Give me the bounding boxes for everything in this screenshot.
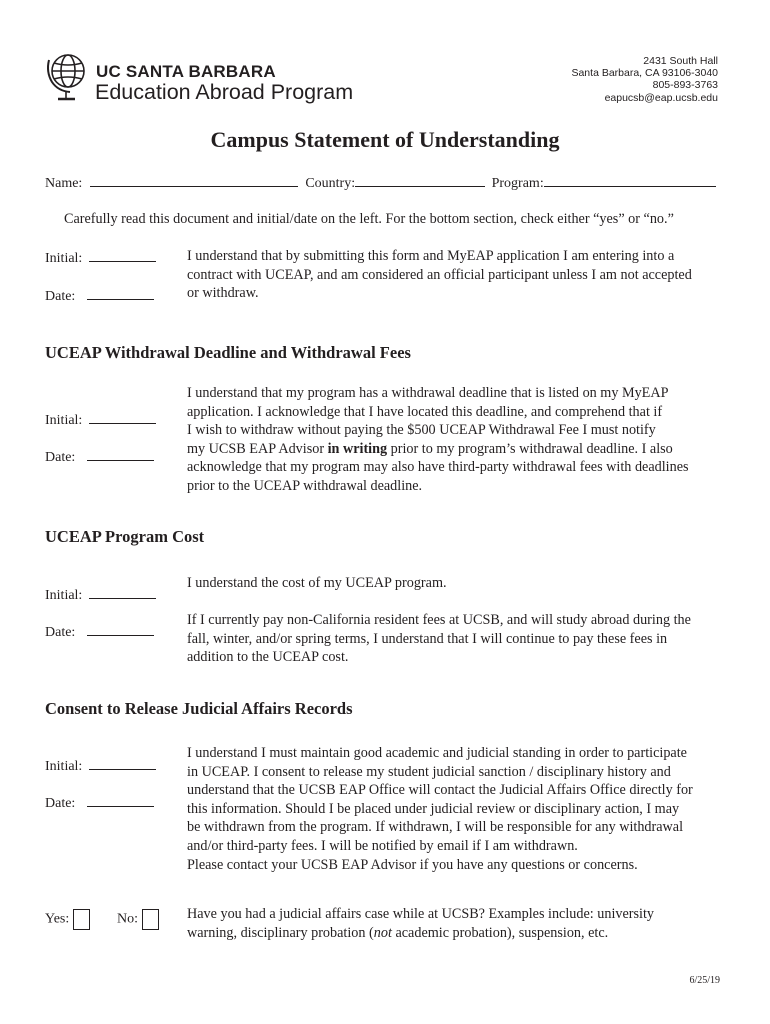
cost-line: addition to the UCEAP cost. [187,649,349,666]
judicial-question [187,905,732,942]
intro-line: contract with UCEAP, and am considered an official participant unless I am not accepted [187,266,692,283]
judicial-paragraph [187,744,732,874]
withdrawal-initial-row [45,410,156,429]
address-phone: 805-893-3763 [652,79,718,92]
judicial-date-row [45,793,154,812]
page-title: Campus Statement of Understanding [210,127,560,152]
intro-line: or withdraw. [187,285,259,302]
question-line [187,924,732,943]
date-label: Date: [45,450,76,465]
cost-heading: UCEAP Program Cost [45,527,205,546]
withdrawal-heading: UCEAP Withdrawal Deadline and Withdrawal Fees [45,343,411,362]
revision-date: 6/25/19 [689,975,720,986]
name-label: Name: [45,176,83,191]
withdrawal-date-field[interactable] [87,447,154,461]
intro-initial-row [45,248,156,267]
address-email: eapucsb@eap.ucsb.edu [604,91,718,104]
judicial-line: this information. Should I be placed under judicial review or disciplinary action, I may [187,800,680,817]
name-field[interactable] [90,173,298,187]
not-emphasis: not [373,924,392,941]
withdrawal-line: I wish to withdraw without paying the $500 UCEAP Withdrawal Fee I must notify [187,422,656,439]
intro-date-row [45,286,154,305]
no-label: No: [117,911,138,927]
judicial-line: Please contact your UCSB EAP Advisor if you have any questions or concerns. [187,856,638,873]
cost-paragraph-1: I understand the cost of my UCEAP program. [187,575,447,591]
date-label: Date: [45,625,76,640]
withdrawal-date-row [45,447,154,466]
withdrawal-line: application. I acknowledge that I have located this deadline, and comprehend that if [187,403,663,420]
intro-date-field[interactable] [87,286,154,300]
initial-label: Initial: [45,413,83,428]
initial-label: Initial: [45,588,83,603]
country-label: Country: [305,176,356,191]
program-label: Program: [491,176,544,191]
judicial-line: understand that the UCSB EAP Office will contact the Judicial Affairs Office directly for [187,782,693,799]
cost-initial-row [45,585,156,604]
judicial-line: in UCEAP. I consent to release my student judicial sanction / disciplinary history and [187,763,671,780]
cost-initial-field[interactable] [89,585,156,599]
initial-label: Initial: [45,251,83,266]
judicial-line: and/or third-party fees. I will be notified by email if I am withdrawn. [187,837,578,854]
withdrawal-line [187,440,732,459]
question-line: Have you had a judicial affairs case while at UCSB? Examples include: university [187,906,655,922]
withdrawal-line: prior to the UCEAP withdrawal deadline. [187,477,423,494]
cost-line: fall, winter, and/or spring terms, I understand that I will continue to pay these fees in [187,630,668,647]
in-writing-emphasis: in writing [327,440,388,457]
withdrawal-line: I understand that my program has a withdrawal deadline that is listed on my MyEAP [187,385,669,401]
globe-logo-icon [44,48,88,104]
question-text: academic probation), suspension, etc. [391,924,609,941]
cost-paragraph-2 [187,611,732,667]
program-field[interactable] [544,173,716,187]
intro-initial-field[interactable] [89,248,156,262]
contact-address [571,55,718,104]
yes-label: Yes: [45,911,70,927]
date-label: Date: [45,289,76,304]
judicial-initial-row [45,756,156,775]
judicial-line: be withdrawn from the program. If withdrawn, I will be responsible for any withdrawal [187,819,684,836]
judicial-initial-field[interactable] [89,756,156,770]
yes-option [45,909,90,930]
address-city: Santa Barbara, CA 93106-3040 [571,67,718,80]
intro-paragraph [187,247,732,303]
no-option [117,909,159,930]
withdrawal-line-text: my UCSB EAP Advisor [187,440,328,457]
initial-label: Initial: [45,759,83,774]
address-street: 2431 South Hall [643,55,718,67]
withdrawal-initial-field[interactable] [89,410,156,424]
identity-fields-row [45,173,716,192]
intro-line: I understand that by submitting this form and MyEAP application I am entering into a [187,248,675,264]
org-name: UC SANTA BARBARA [96,62,276,81]
instruction-text: Carefully read this document and initial/date on the left. For the bottom section, check either “yes” or “no.” [64,211,674,227]
cost-date-row [45,622,154,641]
withdrawal-paragraph [187,384,732,496]
question-text: warning, disciplinary probation ( [187,924,374,941]
judicial-date-field[interactable] [87,793,154,807]
withdrawal-line: acknowledge that my program may also have third-party withdrawal fees with deadlines [187,459,689,476]
no-checkbox[interactable] [142,909,159,930]
judicial-heading: Consent to Release Judicial Affairs Records [45,699,353,718]
yes-checkbox[interactable] [73,909,90,930]
date-label: Date: [45,796,76,811]
judicial-line: I understand I must maintain good academic and judicial standing in order to participate [187,745,687,761]
cost-line: If I currently pay non-California resident fees at UCSB, and will study abroad during the [187,612,691,628]
country-field[interactable] [355,173,485,187]
cost-date-field[interactable] [87,622,154,636]
program-name: Education Abroad Program [95,80,354,104]
withdrawal-line-text: prior to my program’s withdrawal deadline. I also [387,440,673,457]
